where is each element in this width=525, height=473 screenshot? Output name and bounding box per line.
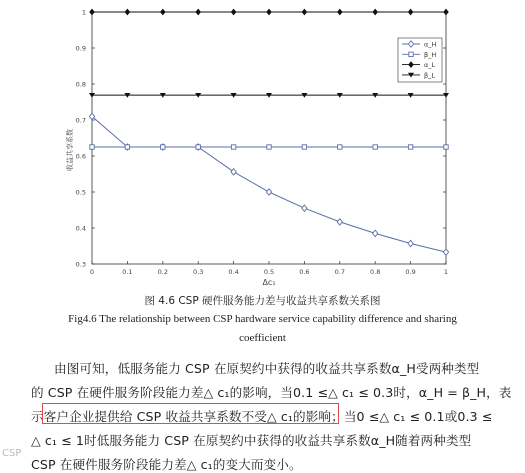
x-tick-label: 0.3 xyxy=(193,268,204,276)
data-point-1-7 xyxy=(338,145,342,149)
x-tick-label: 0.2 xyxy=(157,268,168,276)
data-point-1-8 xyxy=(373,145,377,149)
data-point-1-5 xyxy=(267,145,271,149)
x-tick-label: 1 xyxy=(443,268,449,276)
paragraph-line-4: △ c₁ ≤ 1时低服务能力 CSP 在原契约中获得的收益共享系数α_H随着两种类型 xyxy=(31,433,472,448)
x-tick-label: 0.9 xyxy=(405,268,416,276)
y-tick-label: 0.6 xyxy=(75,152,86,161)
legend-marker xyxy=(409,52,413,56)
x-axis-label: Δc₁ xyxy=(262,278,276,287)
paragraph-line-2: 的 CSP 在硬件服务阶段能力差△ c₁的影响，当0.1 ≤△ c₁ ≤ 0.3时，α_H = β_H，表 xyxy=(31,385,512,400)
data-point-1-9 xyxy=(408,145,412,149)
figure-caption-en-line1: Fig4.6 The relationship between CSP hardware service capability difference and sharing xyxy=(68,313,457,325)
data-point-1-4 xyxy=(231,145,235,149)
paragraph-line-5: CSP 在硬件服务阶段能力差△ c₁的变大而变小。 xyxy=(31,457,302,472)
x-tick-label: 0.7 xyxy=(334,268,345,276)
legend xyxy=(398,38,442,82)
y-tick-label: 0.8 xyxy=(75,80,86,89)
watermark: CSP xyxy=(2,448,22,459)
legend-label: β_L xyxy=(424,71,436,80)
y-tick-label: 0.7 xyxy=(75,116,86,125)
legend-label: β_H xyxy=(424,50,437,59)
data-point-1-3 xyxy=(196,145,200,149)
x-tick-label: 0.4 xyxy=(228,268,239,276)
paragraph-line-3: 示客户企业提供给 CSP 收益共享系数不受△ c₁的影响；当0 ≤△ c₁ ≤ 0.1或0.3 ≤ xyxy=(31,409,493,424)
y-tick-label: 0.9 xyxy=(75,44,86,53)
plot-area xyxy=(92,12,446,264)
legend-label: α_L xyxy=(424,61,436,70)
highlight-box xyxy=(42,403,339,424)
data-point-1-6 xyxy=(302,145,306,149)
data-point-1-10 xyxy=(444,145,448,149)
y-tick-label: 0.5 xyxy=(75,188,86,197)
x-tick-label: 0.5 xyxy=(263,268,275,276)
data-point-1-0 xyxy=(90,145,94,149)
y-tick-label: 1 xyxy=(81,8,86,17)
figure-caption-en-line2: coefficient xyxy=(239,332,286,344)
legend-label: α_H xyxy=(424,40,437,49)
y-tick-label: 0.3 xyxy=(75,260,86,269)
figure-caption-cn: 图 4.6 CSP 硬件服务能力差与收益共享系数关系图 xyxy=(144,295,381,307)
paragraph-line-1: 由图可知，低服务能力 CSP 在原契约中获得的收益共享系数α_H受两种类型 xyxy=(54,361,480,376)
x-tick-label: 0.6 xyxy=(299,268,310,276)
data-point-1-2 xyxy=(161,145,165,149)
y-tick-label: 0.4 xyxy=(75,224,86,233)
x-tick-label: 0.1 xyxy=(122,268,133,276)
y-axis-label: 收益共享系数 xyxy=(66,129,74,171)
x-tick-label: 0 xyxy=(89,268,95,276)
data-point-1-1 xyxy=(125,145,129,149)
x-tick-label: 0.8 xyxy=(370,268,381,276)
